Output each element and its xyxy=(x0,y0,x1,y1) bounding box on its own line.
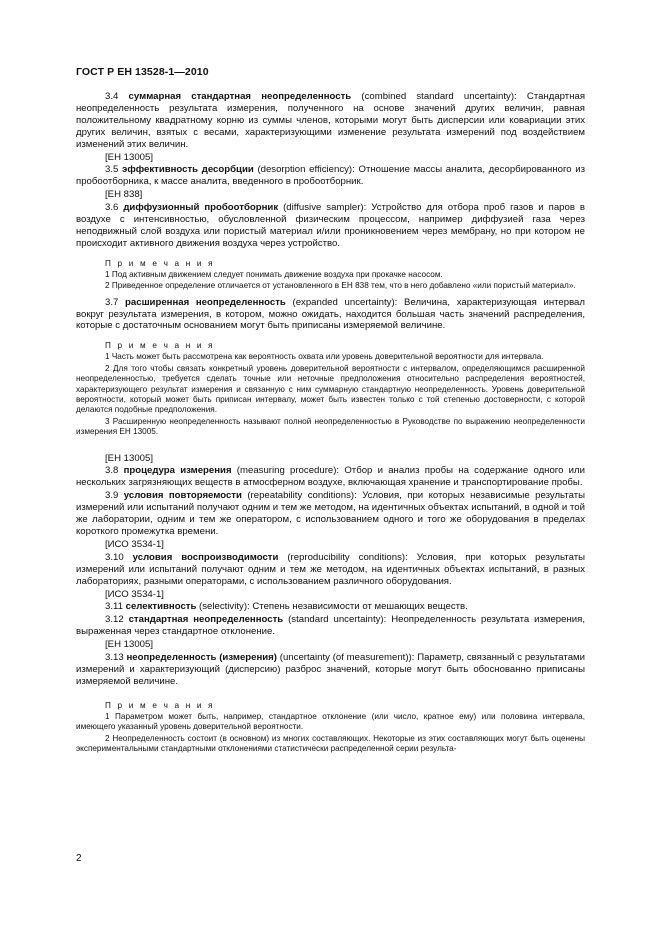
page-number: 2 xyxy=(76,853,82,864)
term-3-5 xyxy=(76,164,585,188)
notes-heading: П р и м е ч а н и я xyxy=(105,258,215,268)
term-title: селективность xyxy=(125,601,197,613)
term-definition: Неопределенность результата измерения, выраженная через стандартное отклонение. xyxy=(76,614,585,638)
term-title: диффузионный пробоотборник xyxy=(123,202,279,214)
term-title: процедура измерения xyxy=(123,465,232,477)
note-item: 1 Параметром может быть, например, стандартное отклонение (или число, кратное ему) или половина интервала, имеющего указанный уровень доверительной вероятности. xyxy=(76,711,585,732)
term-english: (expanded uncertainty): xyxy=(292,296,398,308)
term-number: 3.13 xyxy=(105,652,124,664)
term-definition: Условия, при которых независимые результаты измерений или испытаний получают одним и тем же методом, на идентичных объектах испытаний, в одной и той же лаборатории, одним и тем же оператором, с использованием одного и того же оборудования в пределах короткого промежутка времени. xyxy=(76,490,585,537)
term-english: (reproducibility conditions): xyxy=(287,551,408,563)
term-title: условия повторяемости xyxy=(123,490,242,502)
notes-heading: П р и м е ч а н и я xyxy=(105,341,215,351)
term-number: 3.7 xyxy=(105,296,119,308)
term-number: 3.5 xyxy=(105,164,119,176)
term-definition: Условия, при которых результаты измерений или испытаний получают одним и тем же методом, на идентичных объектах испытаний, в разных лабораториях, разными операторами, с использованием различного оборудования. xyxy=(76,551,585,587)
term-number: 3.9 xyxy=(105,490,119,502)
page-header: ГОСТ Р ЕН 13528-1—2010 xyxy=(76,66,209,78)
term-3-11 xyxy=(76,601,585,613)
term-english: (combined standard uncertainty): xyxy=(361,91,517,102)
term-source: [EH 13005] xyxy=(105,452,154,464)
term-title: эффективность десорбции xyxy=(122,164,254,176)
term-3-4 xyxy=(76,91,585,151)
term-number: 3.10 xyxy=(105,551,124,563)
page-content xyxy=(76,91,585,755)
note-item: 2 Для того чтобы связать конкретный уровень доверительной вероятности с интервалом, определяющимся расширенной неопределенностью, требуется сделать точные или неточные предположения относительно распределения вероятностей, характеризующего результат измерения и связанную с ним суммарную стандартную неопределенность. Уровень доверительной вероятности, который может быть приписан интервалу, может быть известен только с той степенью достоверности, с которой делаются подобные предположения. xyxy=(76,363,585,415)
term-definition: Стандартная неопределенность результата измерения, полученного на основе значений других величин, равная положительному квадратному корню из суммы членов, которыми могут быть дисперсии или ковариации этих других величин, взятых с весами, характеризующими изменение результата измерений под воздействием изменений этих величин. xyxy=(76,91,586,150)
term-3-13 xyxy=(76,652,585,688)
term-3-7 xyxy=(76,297,585,333)
term-source: [ИСО 3534-1] xyxy=(105,538,164,550)
term-number: 3.4 xyxy=(105,91,119,102)
note-item: 1 Часть может быть рассмотрена как вероятность охвата или уровень доверительной вероятности для интервала. xyxy=(105,352,544,362)
term-3-6 xyxy=(76,202,585,250)
term-english: (desorption efficiency): xyxy=(257,164,355,176)
term-number: 3.8 xyxy=(105,465,119,477)
term-definition: Отбор и анализ пробы на содержание одного или нескольких загрязняющих веществ в атмосферном воздухе, включающая хранение и транспортирование пробы. xyxy=(76,465,585,489)
term-number: 3.12 xyxy=(105,614,124,626)
note-item: 3 Расширенную неопределенность называют полной неопределенностью в Руководстве по выражению неопределенности измерения ЕН 13005. xyxy=(76,416,585,437)
term-source: [EH 838] xyxy=(105,189,143,201)
term-english: (measuring procedure): xyxy=(236,465,340,477)
term-3-8 xyxy=(76,465,585,489)
term-number: 3.6 xyxy=(105,202,119,214)
term-english: (standard uncertainty): xyxy=(288,614,387,626)
term-definition: Параметр, связанный с результатами измерений и характеризующий (дисперсию) разброс значений, которые могут быть обоснованно приписаны измеряемой величине. xyxy=(76,652,585,687)
term-title: условия воспроизводимости xyxy=(132,551,279,563)
term-source: [EH 13005] xyxy=(105,151,154,163)
note-item: 2 Приведенное определение отличается от установленного в ЕН 838 тем, что в него добавлено «или пористый материал». xyxy=(105,281,576,291)
term-definition: Устройство для отбора проб газов и паров в воздухе с интенсивностью, обусловленной физическим процессом, например диффузией газа через неподвижный слой воздуха или пористый материал и/или проникновением через мембрану, но при котором не происходит активного движения воздуха через устройство. xyxy=(76,202,586,249)
term-english: (uncertainty (of measurement)): xyxy=(279,652,415,664)
term-source: [EH 13005] xyxy=(105,639,154,651)
term-number: 3.11 xyxy=(105,601,123,613)
note-item: 2 Неопределенность состоит (в основном) из многих составляющих. Некоторые из этих составляющих могут быть оценены экспериментальными стандартными отклонениями статистически распределенной серии результа- xyxy=(76,733,585,753)
term-3-10 xyxy=(76,552,585,588)
term-source: [ИСО 3534-1] xyxy=(105,588,164,600)
term-3-9 xyxy=(76,490,585,538)
term-title: суммарная стандартная неопределенность xyxy=(128,91,352,102)
term-title: расширенная неопределенность xyxy=(125,296,286,308)
term-english: (diffusive sampler): xyxy=(283,202,367,214)
term-3-12 xyxy=(76,614,585,638)
term-title: стандартная неопределенность xyxy=(128,614,284,626)
term-definition: Степень независимости от мешающих веществ. xyxy=(252,601,468,613)
term-title: неопределенность (измерения) xyxy=(126,652,277,664)
term-definition: Величина, характеризующая интервал вокруг результата измерения, в котором, можно ожидать, находится большая часть значений распределения, которые с достаточным основанием могут быть приписаны измеряемой величине. xyxy=(76,296,585,332)
note-item: 1 Под активным движением следует понимать движение воздуха при прокачке насосом. xyxy=(105,269,443,279)
term-english: (selectivity): xyxy=(199,601,250,613)
notes-heading: П р и м е ч а н и я xyxy=(105,700,215,710)
term-english: (repeatability conditions): xyxy=(247,490,357,502)
term-definition: Отношение массы аналита, десорбированного из пробоотборника, к массе аналита, введенного в пробоотборник. xyxy=(76,164,586,188)
